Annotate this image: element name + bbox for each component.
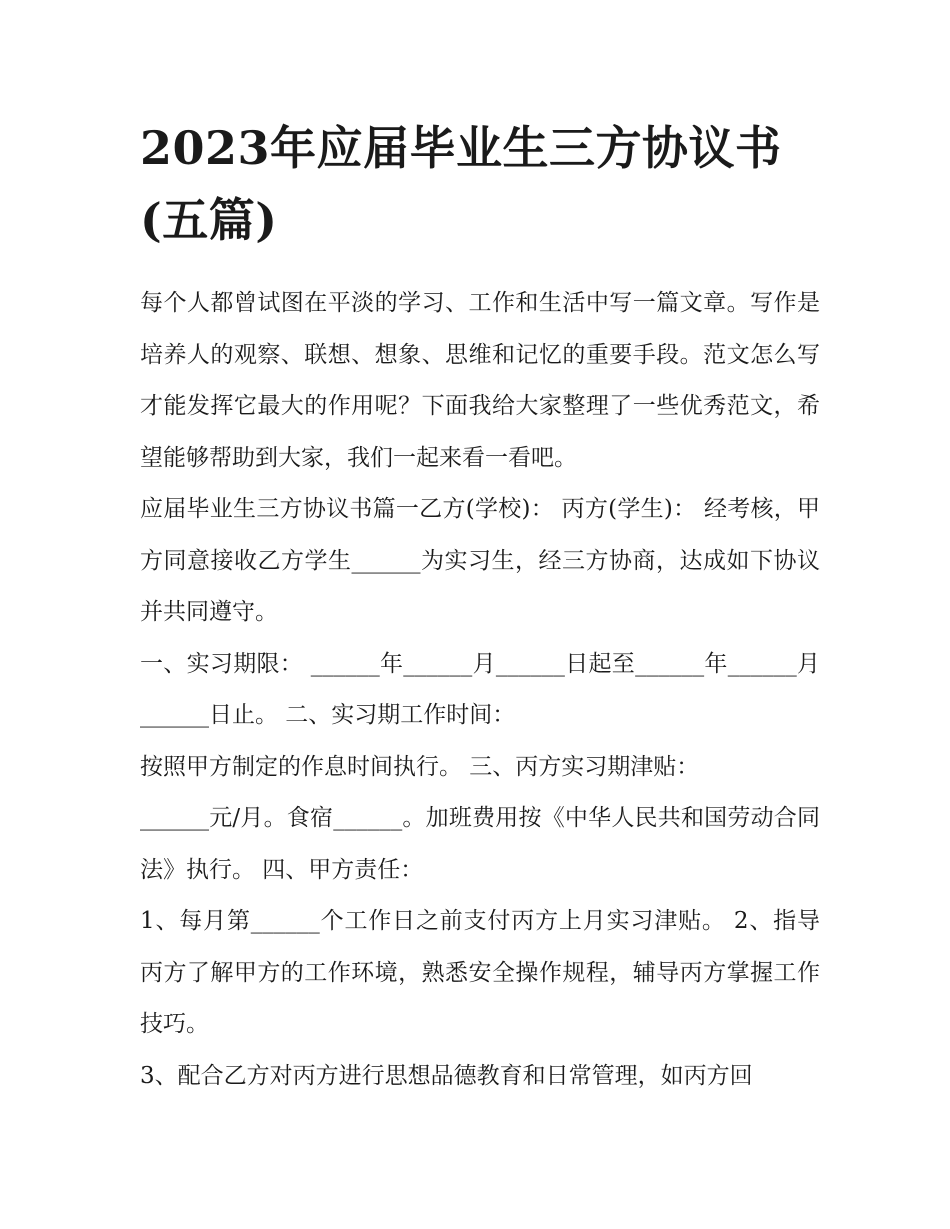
- allowance-paragraph: ______元/月。食宿______。加班费用按《中华人民共和国劳动合同法》执行。 四、甲方责任：: [140, 805, 820, 883]
- internship-period-paragraph: 一、实习期限： ______年______月______日起至______年______月______日止。 二、实习期工作时间：: [140, 650, 820, 728]
- document-title: 2023年应届毕业生三方协议书(五篇): [140, 121, 782, 247]
- document-page: [140, 112, 820, 1102]
- party-a-duties-paragraph: 1、每月第______个工作日之前支付丙方上月实习津贴。 2、指导丙方了解甲方的工作环境，熟悉安全操作规程，辅导丙方掌握工作技巧。: [140, 908, 820, 1037]
- work-hours-paragraph: 按照甲方制定的作息时间执行。 三、丙方实习期津贴：: [140, 753, 700, 780]
- cooperation-paragraph: 3、配合乙方对丙方进行思想品德教育和日常管理，如丙方回: [140, 1062, 753, 1089]
- intro-paragraph: 每个人都曾试图在平淡的学习、工作和生活中写一篇文章。写作是培养人的观察、联想、想象、思维和记忆的重要手段。范文怎么写才能发挥它最大的作用呢？下面我给大家整理了一些优秀范文，希望能够帮助到大家，我们一起来看一看吧。: [140, 290, 820, 471]
- agreement-opening-paragraph: 应届毕业生三方协议书篇一乙方(学校)： 丙方(学生)： 经考核，甲方同意接收乙方学生______为实习生，经三方协商，达成如下协议并共同遵守。: [140, 496, 820, 625]
